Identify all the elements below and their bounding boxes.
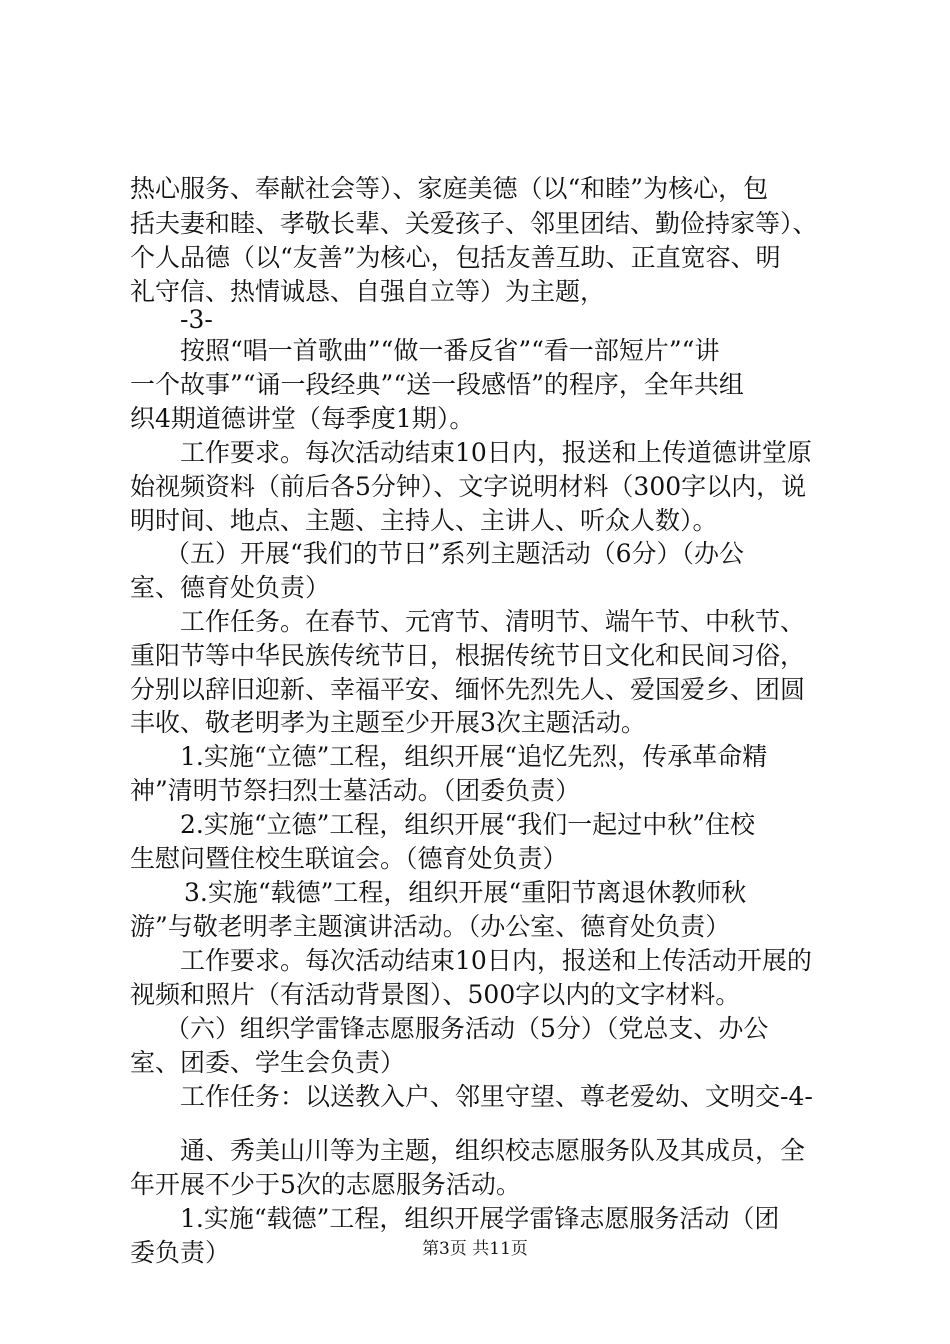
text-line: 重阳节等中华民族传统节日，根据传统节日文化和民间习俗， (130, 641, 806, 670)
list-item: 1.实施“立德”工程，组织开展“追忆先烈，传承革命精 (180, 742, 768, 771)
text-line: 工作任务。在春节、元宵节、清明节、端午节、中秋节、 (180, 607, 806, 636)
section-heading: （五）开展“我们的节日”系列主题活动（6分）（办公 (165, 539, 744, 568)
text-line: 礼守信、热情诚恳、自强自立等）为主题， (130, 277, 606, 306)
text-line: 热心服务、奉献社会等）、家庭美德（以“和睦”为核心，包 (130, 174, 769, 203)
text-line: 按照“唱一首歌曲”“做一番反省”“看一部短片”“讲 (180, 336, 720, 365)
text-line: 视频和照片（有活动背景图）、500字以内的文字材料。 (130, 980, 741, 1009)
list-item-cont: 委负责） (130, 1238, 231, 1267)
text-line: 括夫妻和睦、孝敬长辈、关爱孩子、邻里团结、勤俭持家等）、 (130, 209, 818, 238)
section-heading-cont: 室、团委、学生会负责） (130, 1048, 406, 1077)
list-item-cont: 游”与敬老明孝主题演讲活动。（办公室、德育处负责） (130, 912, 731, 941)
list-item-cont: 生慰问暨住校生联谊会。（德育处负责） (130, 844, 568, 873)
text-line: 明时间、地点、主题、主持人、主讲人、听众人数）。 (130, 506, 718, 535)
text-line: 年开展不少于5次的志愿服务活动。 (130, 1170, 521, 1199)
list-item: 2.实施“立德”工程，组织开展“我们一起过中秋”住校 (180, 810, 755, 839)
text-line: 丰收、敬老明孝为主题至少开展3次主题活动。 (130, 708, 646, 737)
text-line: 分别以辞旧迎新、幸福平安、缅怀先烈先人、爱国爱乡、团圆 (130, 675, 806, 704)
section-heading: （六）组织学雷锋志愿服务活动（5分）（党总支、办公 (165, 1014, 769, 1043)
text-line: 一个故事”“诵一段经典”“送一段感悟”的程序，全年共组 (130, 370, 744, 399)
text-line: 工作要求。每次活动结束10日内，报送和上传活动开展的 (180, 946, 812, 975)
text-line: 工作任务：以送教入户、邻里守望、尊老爱幼、文明交-4- (180, 1082, 813, 1111)
list-item-cont: 神”清明节祭扫烈士墓活动。（团委负责） (130, 776, 581, 805)
text-line: 个人品德（以“友善”为核心，包括友善互助、正直宽容、明 (130, 243, 781, 272)
text-line: 工作要求。每次活动结束10日内，报送和上传道德讲堂原 (180, 438, 812, 467)
page-footer: 第3页 共11页 (422, 1239, 528, 1259)
text-line: 织4期道德讲堂（每季度1期）。 (130, 404, 475, 433)
text-line: 始视频资料（前后各5分钟）、文字说明材料（300字以内，说 (130, 472, 807, 501)
list-item: 1.实施“载德”工程，组织开展学雷锋志愿服务活动（团 (180, 1204, 780, 1233)
page-marker: -3- (180, 305, 213, 334)
list-item: 3.实施“载德”工程，组织开展“重阳节离退休教师秋 (184, 878, 747, 907)
text-line: 通、秀美山川等为主题，组织校志愿服务队及其成员，全 (180, 1136, 806, 1165)
section-heading-cont: 室、德育处负责） (130, 573, 331, 602)
